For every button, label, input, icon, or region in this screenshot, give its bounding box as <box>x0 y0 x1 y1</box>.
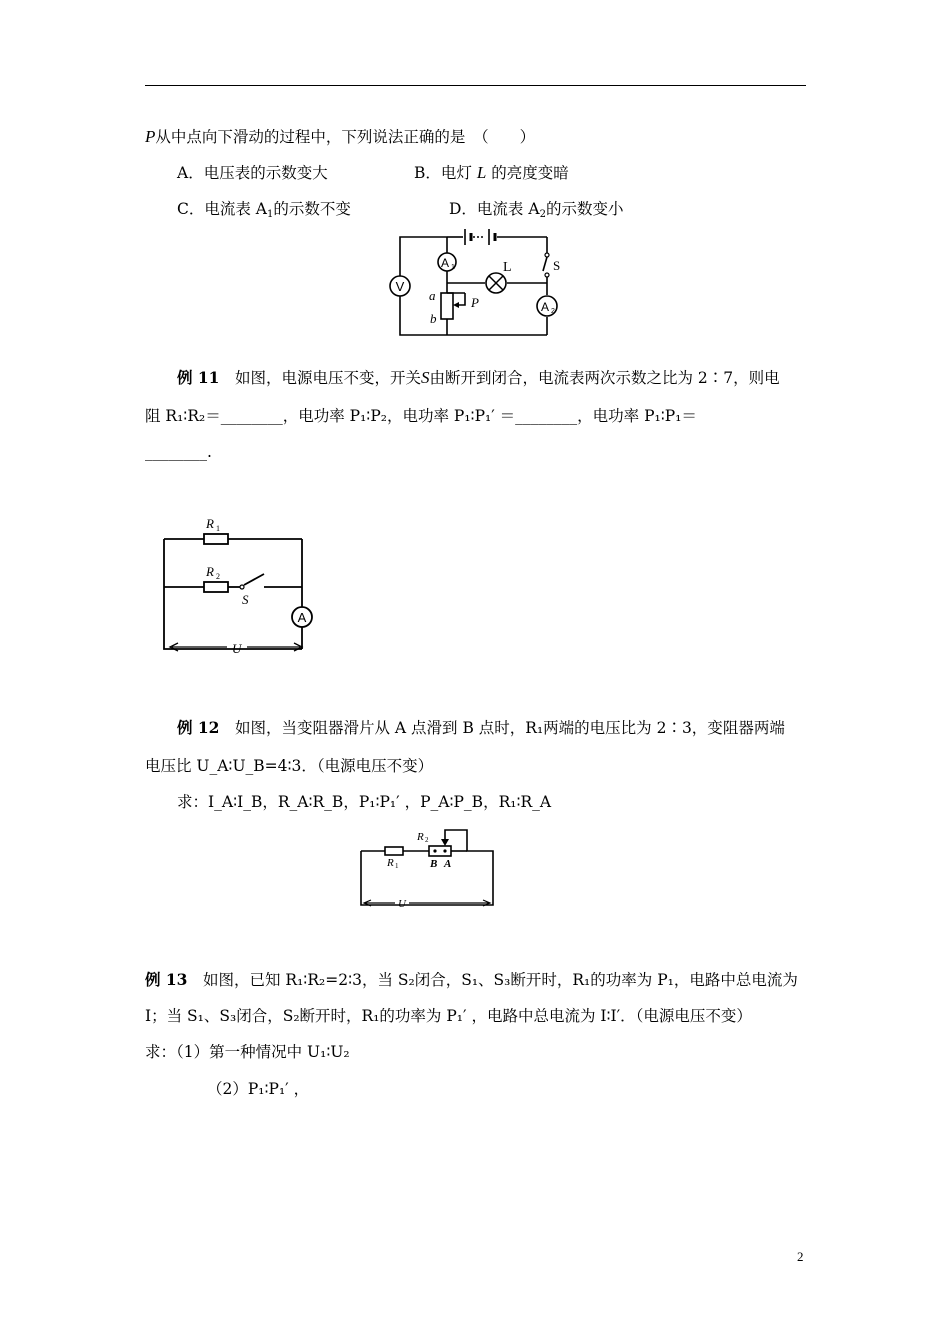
label-a: a <box>429 288 436 303</box>
ex12-label: 例 12 <box>177 718 220 737</box>
svg-text:A: A <box>440 256 450 270</box>
ex12-line1: 例 12 如图，当变阻器滑片从 A 点滑到 B 点时，R₁两端的电压比为 2∶3，变阻器两端 <box>177 718 785 737</box>
voltmeter-icon <box>390 276 410 296</box>
svg-text:A: A <box>540 300 550 314</box>
svg-text:A: A <box>297 610 307 625</box>
ammeter-icon <box>292 607 312 627</box>
label-r2: R <box>206 564 214 579</box>
circuit-figure-3 <box>355 825 500 913</box>
label-b: B <box>430 858 438 870</box>
svg-text:1: 1 <box>451 264 455 271</box>
lamp-icon <box>486 273 506 293</box>
circuit-figure-2 <box>152 507 314 659</box>
svg-text:2: 2 <box>551 308 555 315</box>
q10-option-b: B．电灯 L 的亮度变暗 <box>414 163 569 182</box>
label-l: L <box>503 260 512 275</box>
q10-option-a: A．电压表的示数变大 <box>177 164 328 182</box>
ex11-label: 例 11 <box>177 368 220 387</box>
label-u: U <box>398 898 406 910</box>
label-s: S <box>553 258 561 273</box>
ex13-line4: （2）P₁∶P₁′ ， <box>207 1080 310 1098</box>
q10-stem: P从中点向下滑动的过程中，下列说法正确的是 （ ） <box>145 127 536 146</box>
svg-text:V: V <box>395 279 405 294</box>
q10-stem-var: P <box>145 127 156 146</box>
ex13-line2: I；当 S₁、S₃闭合，S₂断开时，R₁的功率为 P₁′ ，电路中总电流为 I∶I′．（电源电压不变） <box>145 1007 752 1025</box>
label-a: A <box>444 858 452 870</box>
ammeter-a2-icon <box>537 296 557 316</box>
ex13-line3: 求：（1）第一种情况中 U₁∶U₂ <box>145 1043 350 1061</box>
q10-option-d: D．电流表 $A_2$的示数变小 <box>449 200 624 220</box>
header-rule <box>145 85 806 86</box>
label-r1: R <box>206 516 214 531</box>
label-r2: R <box>417 831 424 843</box>
label-r1: R <box>387 857 394 869</box>
q10-option-c: C．电流表 $A_1$的示数不变 <box>177 200 351 220</box>
label-u: U <box>232 641 242 656</box>
ex12-line2: 电压比 U_A∶U_B=4∶3．（电源电压不变） <box>145 757 434 775</box>
ex11-line2: 阻 R₁∶R₂＝________，电功率 P₁∶P₂，电功率 P₁∶P₁′ ＝________，电功率 P₁∶P₁＝ <box>145 407 697 425</box>
ex11-line3: ________. <box>145 443 212 461</box>
ex11-line1: 例 11 如图，电源电压不变，开关S由断开到闭合，电流表两次示数之比为 2∶7，则电 <box>177 368 780 387</box>
label-b: b <box>430 311 437 326</box>
ammeter-a1-icon <box>438 253 456 271</box>
ex12-line3: 求：I_A∶I_B，R_A∶R_B，P₁∶P₁′ ，P_A∶P_B，R₁∶R_A <box>177 793 552 811</box>
label-s: S <box>242 592 249 607</box>
svg-text:2: 2 <box>425 836 429 844</box>
circuit-figure-1 <box>385 225 570 343</box>
label-p: P <box>471 295 479 310</box>
ex13-line1: 例 13 如图，已知 R₁∶R₂=2∶3，当 S₂闭合，S₁、S₃断开时，R₁的功率为 P₁，电路中总电流为 <box>145 970 798 989</box>
svg-text:2: 2 <box>216 572 220 581</box>
page-number: 2 <box>797 1249 804 1264</box>
svg-text:1: 1 <box>216 524 220 533</box>
svg-text:1: 1 <box>395 862 399 870</box>
ex13-label: 例 13 <box>145 970 188 989</box>
